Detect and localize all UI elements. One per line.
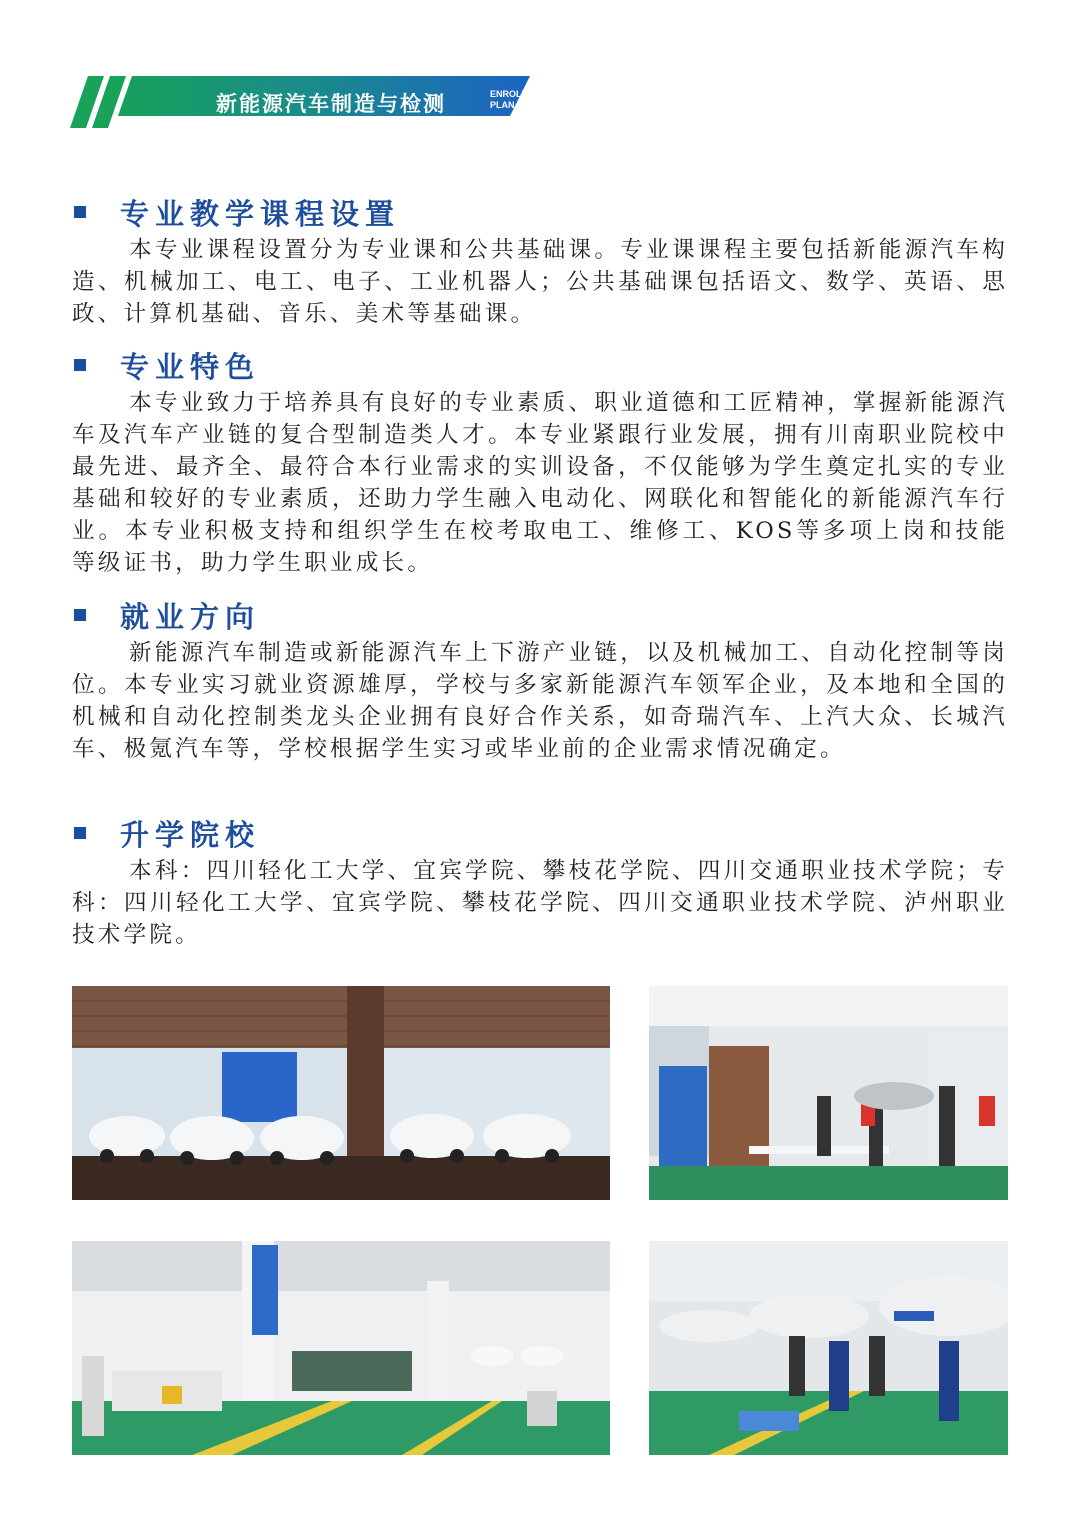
photo-training-hall bbox=[649, 986, 1008, 1200]
section-title: 就业方向 bbox=[120, 600, 261, 634]
section-further-study bbox=[72, 815, 1012, 951]
section-course bbox=[72, 194, 1012, 330]
section-features bbox=[72, 347, 1012, 579]
square-bullet-icon bbox=[74, 206, 86, 218]
header-title: 新能源汽车制造与检测 bbox=[216, 92, 446, 116]
square-bullet-icon bbox=[74, 359, 86, 371]
photo-lift-station bbox=[649, 1241, 1008, 1455]
section-title: 专业特色 bbox=[120, 350, 261, 384]
header-subtitle-line2: PLAN bbox=[490, 100, 515, 110]
square-bullet-icon bbox=[74, 827, 86, 839]
header-subtitle bbox=[490, 89, 553, 111]
section-heading bbox=[72, 815, 1012, 855]
section-body: 本专业课程设置分为专业课和公共基础课。专业课课程主要包括新能源汽车构造、机械加工、电工、电子、工业机器人；公共基础课包括语文、数学、英语、思政、计算机基础、音乐、美术等基础课。 bbox=[72, 237, 1008, 327]
header-subtitle-line1: ENROLLMENT bbox=[490, 89, 553, 99]
section-heading bbox=[72, 347, 1012, 387]
square-bullet-icon bbox=[74, 609, 86, 621]
photo-workshop-cars bbox=[72, 986, 610, 1200]
section-body: 本科：四川轻化工大学、宜宾学院、攀枝花学院、四川交通职业技术学院；专科：四川轻化工大学、宜宾学院、攀枝花学院、四川交通职业技术学院、泸州职业技术学院。 bbox=[72, 858, 1008, 948]
section-employment bbox=[72, 597, 1012, 765]
photo-large-workshop bbox=[72, 1241, 610, 1455]
section-title: 升学院校 bbox=[120, 818, 261, 852]
section-heading bbox=[72, 597, 1012, 637]
section-heading bbox=[72, 194, 1012, 234]
section-body: 本专业致力于培养具有良好的专业素质、职业道德和工匠精神，掌握新能源汽车及汽车产业链的复合型制造类人才。本专业紧跟行业发展，拥有川南职业院校中最先进、最齐全、最符合本行业需求的实训设备，不仅能够为学生奠定扎实的专业基础和较好的专业素质，还助力学生融入电动化、网联化和智能化的新能源汽车行业。本专业积极支持和组织学生在校考取电工、维修工、KOS等多项上岗和技能等级证书，助力学生职业成长。 bbox=[72, 390, 1008, 576]
section-title: 专业教学课程设置 bbox=[120, 197, 401, 231]
section-body: 新能源汽车制造或新能源汽车上下游产业链，以及机械加工、自动化控制等岗位。本专业实习就业资源雄厚，学校与多家新能源汽车领军企业，及本地和全国的机械和自动化控制类龙头企业拥有良好合作关系，如奇瑞汽车、上汽大众、长城汽车、极氪汽车等，学校根据学生实习或毕业前的企业需求情况确定。 bbox=[72, 640, 1008, 762]
header-banner bbox=[70, 76, 553, 128]
